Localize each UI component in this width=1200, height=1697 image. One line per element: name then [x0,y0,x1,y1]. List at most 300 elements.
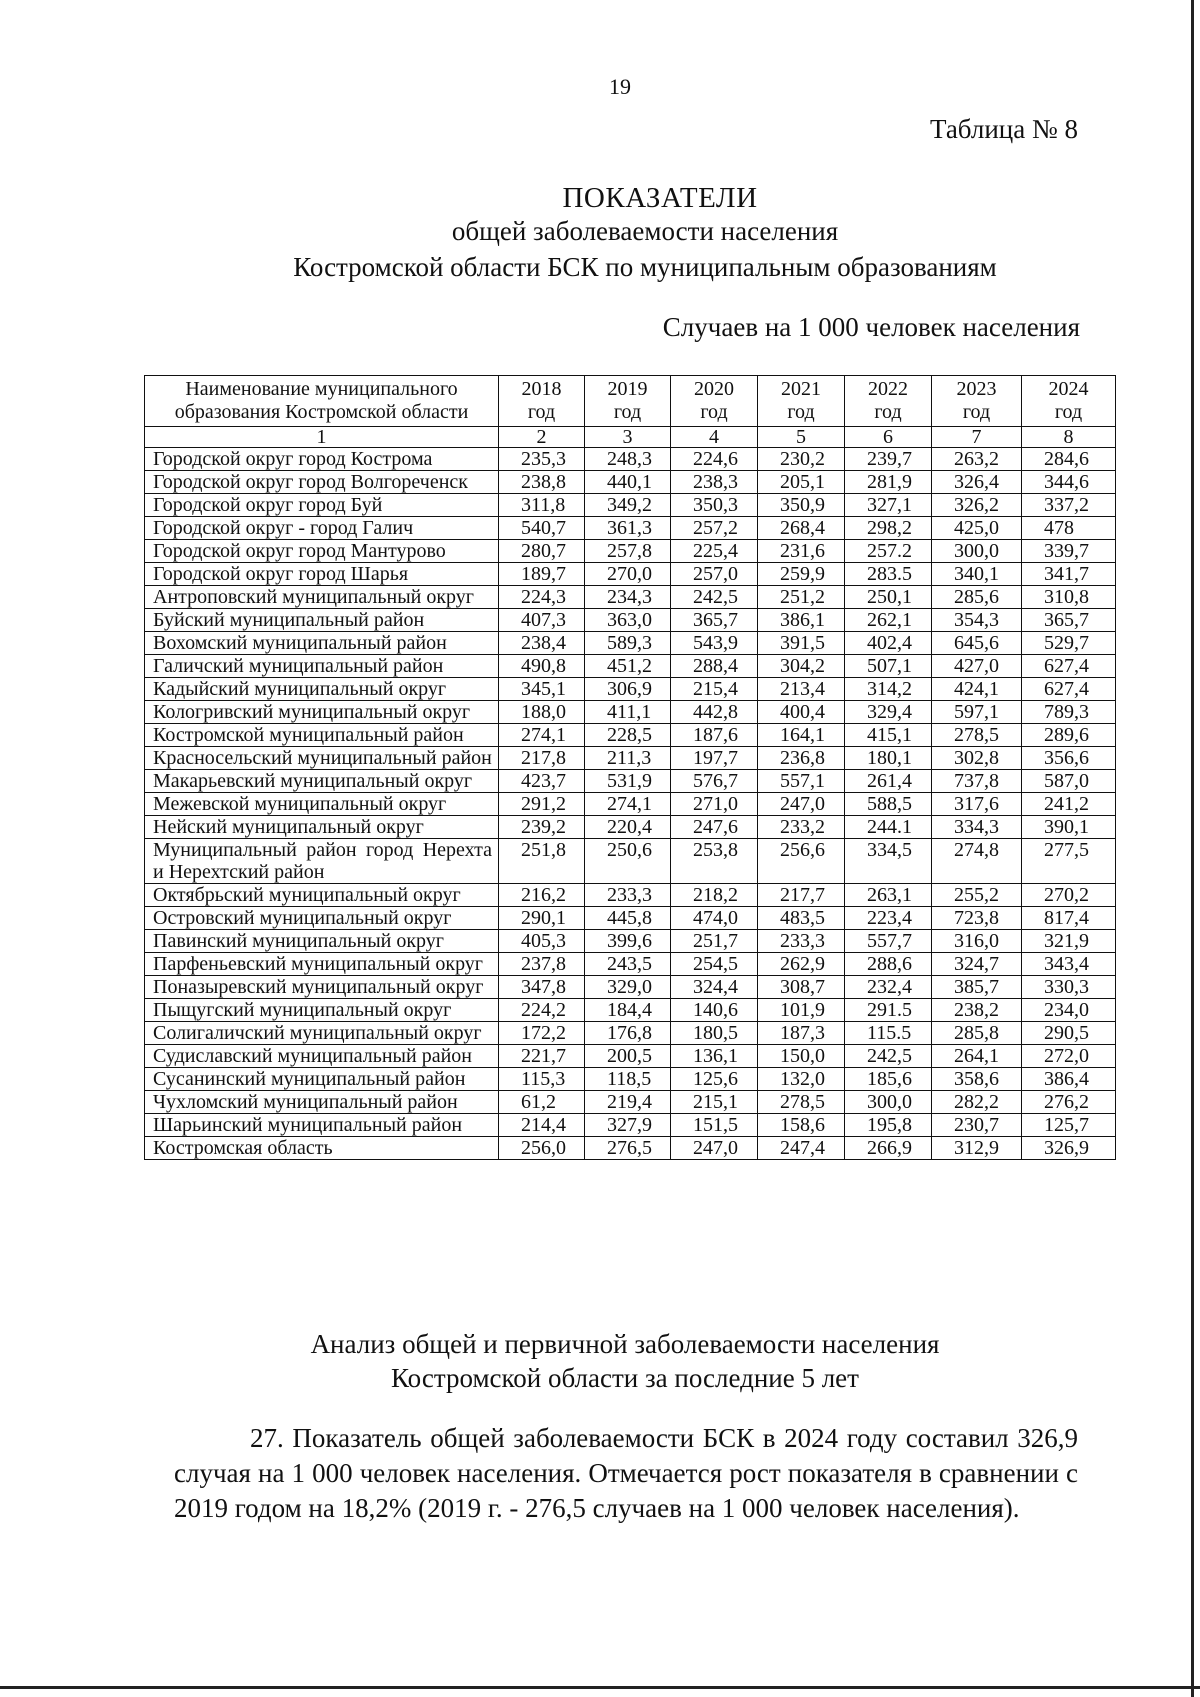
rate-cell: 390,1 [1022,816,1116,839]
municipality-name: Кологривский муниципальный округ [145,701,499,724]
municipality-name: Муниципальный район город Нерехта и Нерехтский район [145,839,499,884]
rate-cell: 474,0 [671,907,758,930]
rate-cell: 627,4 [1022,678,1116,701]
analysis-heading-line-2: Костромской области за последние 5 лет [391,1363,859,1393]
rate-cell: 217,8 [499,747,585,770]
rate-cell: 268,4 [758,517,845,540]
rate-cell: 244.1 [845,816,932,839]
table-row [145,448,1116,471]
rate-cell: 277,5 [1022,839,1116,884]
rate-cell: 345,1 [499,678,585,701]
rate-cell: 324,4 [671,976,758,999]
municipality-name: Пыщугский муниципальный округ [145,999,499,1022]
table-row [145,999,1116,1022]
rate-cell: 213,4 [758,678,845,701]
rate-cell: 589,3 [585,632,671,655]
header-year: 2024 год [1022,376,1116,427]
rate-cell: 334,5 [845,839,932,884]
table-row [145,471,1116,494]
rate-cell: 101,9 [758,999,845,1022]
municipality-name: Павинский муниципальный округ [145,930,499,953]
municipality-name: Костромская область [145,1137,499,1160]
rate-cell: 180,1 [845,747,932,770]
rate-cell: 507,1 [845,655,932,678]
municipality-name: Городской округ - город Галич [145,517,499,540]
units-caption: Случаев на 1 000 человек населения [662,312,1080,342]
rate-cell: 187,6 [671,724,758,747]
table-row [145,494,1116,517]
header-year: 2018 год [499,376,585,427]
rate-cell: 158,6 [758,1114,845,1137]
rate-cell: 312,9 [932,1137,1022,1160]
rate-cell: 215,4 [671,678,758,701]
rate-cell: 274,1 [499,724,585,747]
rate-cell: 365,7 [1022,609,1116,632]
rate-cell: 311,8 [499,494,585,517]
column-index: 1 [145,427,499,448]
rate-cell: 150,0 [758,1045,845,1068]
rate-cell: 211,3 [585,747,671,770]
rate-cell: 189,7 [499,563,585,586]
rate-cell: 442,8 [671,701,758,724]
rate-cell: 238,2 [932,999,1022,1022]
rate-cell: 274,1 [585,793,671,816]
rate-cell: 350,9 [758,494,845,517]
rate-cell: 256,0 [499,1137,585,1160]
column-index: 7 [932,427,1022,448]
rate-cell: 132,0 [758,1068,845,1091]
rate-cell: 280,7 [499,540,585,563]
rate-cell: 402,4 [845,632,932,655]
rate-cell: 233,3 [758,930,845,953]
rate-cell: 136,1 [671,1045,758,1068]
rate-cell: 251,8 [499,839,585,884]
rate-cell: 261,4 [845,770,932,793]
rate-cell: 197,7 [671,747,758,770]
rate-cell: 255,2 [932,884,1022,907]
rate-cell: 218,2 [671,884,758,907]
rate-cell: 289,6 [1022,724,1116,747]
rate-cell: 281,9 [845,471,932,494]
rate-cell: 291,2 [499,793,585,816]
rate-cell: 219,4 [585,1091,671,1114]
rate-cell: 251,7 [671,930,758,953]
rate-cell: 248,3 [585,448,671,471]
rate-cell: 327,1 [845,494,932,517]
table-body [145,448,1116,1160]
rate-cell: 326,2 [932,494,1022,517]
analysis-paragraph: 27. Показатель общей заболеваемости БСК в 2024 году составил 326,9 случая на 1 000 человек населения. Отмечается рост показателя в сравнении с 2019 годом на 18,2% (2019 г. - 276,5 случаев на 1 000 человек населения). [174,1423,1078,1523]
rate-cell: 250,1 [845,586,932,609]
rate-cell: 427,0 [932,655,1022,678]
page-number: 19 [609,74,631,99]
subtitle-line-1: общей заболеваемости населения [451,216,839,246]
rate-cell: 340,1 [932,563,1022,586]
rate-cell: 330,3 [1022,976,1116,999]
rate-cell: 483,5 [758,907,845,930]
municipality-name: Межевской муниципальный округ [145,793,499,816]
rate-cell: 723,8 [932,907,1022,930]
rate-cell: 235,3 [499,448,585,471]
rate-cell: 257,8 [585,540,671,563]
rate-cell: 115,3 [499,1068,585,1091]
rate-cell: 239,2 [499,816,585,839]
rate-cell: 354,3 [932,609,1022,632]
municipality-name: Парфеньевский муниципальный округ [145,953,499,976]
rate-cell: 321,9 [1022,930,1116,953]
rate-cell: 424,1 [932,678,1022,701]
rate-cell: 257.2 [845,540,932,563]
rate-cell: 259,9 [758,563,845,586]
rate-cell: 334,3 [932,816,1022,839]
rate-cell: 423,7 [499,770,585,793]
rate-cell: 407,3 [499,609,585,632]
rate-cell: 327,9 [585,1114,671,1137]
rate-cell: 176,8 [585,1022,671,1045]
rate-cell: 266,9 [845,1137,932,1160]
rate-cell: 451,2 [585,655,671,678]
rate-cell: 445,8 [585,907,671,930]
analysis-heading-line-1: Анализ общей и первичной заболеваемости населения [310,1329,940,1359]
rate-cell: 230,2 [758,448,845,471]
table-row [145,930,1116,953]
rate-cell: 164,1 [758,724,845,747]
rate-cell: 220,4 [585,816,671,839]
rate-cell: 224,2 [499,999,585,1022]
municipality-name: Городской округ город Мантурово [145,540,499,563]
rate-cell: 223,4 [845,907,932,930]
rate-cell: 283.5 [845,563,932,586]
rate-cell: 347,8 [499,976,585,999]
rate-cell: 310,8 [1022,586,1116,609]
rate-cell: 250,6 [585,839,671,884]
rate-cell: 329,4 [845,701,932,724]
rate-cell: 557,7 [845,930,932,953]
rate-cell: 151,5 [671,1114,758,1137]
table-row [145,609,1116,632]
rate-cell: 645,6 [932,632,1022,655]
rate-cell: 540,7 [499,517,585,540]
rate-cell: 411,1 [585,701,671,724]
rate-cell: 256,6 [758,839,845,884]
header-year: 2019 год [585,376,671,427]
rate-cell: 185,6 [845,1068,932,1091]
rate-cell: 399,6 [585,930,671,953]
rate-cell: 125,7 [1022,1114,1116,1137]
table-row [145,816,1116,839]
rate-cell: 233,3 [585,884,671,907]
rate-cell: 391,5 [758,632,845,655]
header-name-column: Наименование муниципального образования Костромской области [145,376,499,427]
table-row [145,632,1116,655]
rate-cell: 363,0 [585,609,671,632]
rate-cell: 270,2 [1022,884,1116,907]
rate-cell: 339,7 [1022,540,1116,563]
rate-cell: 291.5 [845,999,932,1022]
table-row [145,563,1116,586]
rate-cell: 343,4 [1022,953,1116,976]
header-year: 2020 год [671,376,758,427]
rate-cell: 337,2 [1022,494,1116,517]
rate-cell: 276,2 [1022,1091,1116,1114]
rate-cell: 228,5 [585,724,671,747]
column-index: 3 [585,427,671,448]
rate-cell: 789,3 [1022,701,1116,724]
header-year: 2022 год [845,376,932,427]
rate-cell: 737,8 [932,770,1022,793]
column-index: 2 [499,427,585,448]
rate-cell: 253,8 [671,839,758,884]
rate-cell: 247,6 [671,816,758,839]
rate-cell: 350,3 [671,494,758,517]
column-index: 8 [1022,427,1116,448]
table-row [145,884,1116,907]
table-row [145,1114,1116,1137]
rate-cell: 221,7 [499,1045,585,1068]
table-row [145,540,1116,563]
table-row [145,793,1116,816]
municipality-name: Чухломский муниципальный район [145,1091,499,1114]
rate-cell: 224,3 [499,586,585,609]
rate-cell: 230,7 [932,1114,1022,1137]
table-row [145,770,1116,793]
rate-cell: 217,7 [758,884,845,907]
rate-cell: 276,5 [585,1137,671,1160]
rate-cell: 187,3 [758,1022,845,1045]
rate-cell: 531,9 [585,770,671,793]
rate-cell: 271,0 [671,793,758,816]
rate-cell: 61,2 [499,1091,585,1114]
rate-cell: 288,6 [845,953,932,976]
rate-cell: 440,1 [585,471,671,494]
municipality-name: Городской округ город Кострома [145,448,499,471]
rate-cell: 234,0 [1022,999,1116,1022]
rate-cell: 290,1 [499,907,585,930]
column-index: 6 [845,427,932,448]
rate-cell: 361,3 [585,517,671,540]
municipality-name: Судиславский муниципальный район [145,1045,499,1068]
table-row [145,1022,1116,1045]
rate-cell: 400,4 [758,701,845,724]
rate-cell: 529,7 [1022,632,1116,655]
table-row [145,1045,1116,1068]
rate-cell: 304,2 [758,655,845,678]
rate-cell: 817,4 [1022,907,1116,930]
rate-cell: 225,4 [671,540,758,563]
table-row [145,1068,1116,1091]
rate-cell: 385,7 [932,976,1022,999]
rate-cell: 216,2 [499,884,585,907]
table-row [145,976,1116,999]
municipality-name: Октябрьский муниципальный округ [145,884,499,907]
municipality-name: Городской округ город Шарья [145,563,499,586]
rate-cell: 270,0 [585,563,671,586]
rate-cell: 180,5 [671,1022,758,1045]
rate-cell: 233,2 [758,816,845,839]
rate-cell: 627,4 [1022,655,1116,678]
rate-cell: 242,5 [845,1045,932,1068]
rate-cell: 358,6 [932,1068,1022,1091]
rate-cell: 576,7 [671,770,758,793]
municipality-name: Буйский муниципальный район [145,609,499,632]
rate-cell: 247,0 [671,1137,758,1160]
municipality-name: Антроповский муниципальный округ [145,586,499,609]
rate-cell: 314,2 [845,678,932,701]
table-row [145,953,1116,976]
rate-cell: 140,6 [671,999,758,1022]
rate-cell: 232,4 [845,976,932,999]
rate-cell: 262,1 [845,609,932,632]
rate-cell: 238,8 [499,471,585,494]
table-header-row [145,376,1116,427]
rate-cell: 237,8 [499,953,585,976]
rate-cell: 264,1 [932,1045,1022,1068]
rate-cell: 118,5 [585,1068,671,1091]
rate-cell: 597,1 [932,701,1022,724]
rate-cell: 242,5 [671,586,758,609]
rate-cell: 326,4 [932,471,1022,494]
rate-cell: 236,8 [758,747,845,770]
rate-cell: 490,8 [499,655,585,678]
rate-cell: 356,6 [1022,747,1116,770]
rate-cell: 238,4 [499,632,585,655]
rate-cell: 257,0 [671,563,758,586]
table-row [145,724,1116,747]
rate-cell: 317,6 [932,793,1022,816]
rate-cell: 241,2 [1022,793,1116,816]
rate-cell: 326,9 [1022,1137,1116,1160]
morbidity-table [144,375,1116,1160]
header-year: 2023 год [932,376,1022,427]
rate-cell: 254,5 [671,953,758,976]
rate-cell: 272,0 [1022,1045,1116,1068]
rate-cell: 238,3 [671,471,758,494]
table-row [145,678,1116,701]
rate-cell: 405,3 [499,930,585,953]
rate-cell: 478 [1022,517,1116,540]
rate-cell: 282,2 [932,1091,1022,1114]
table-row [145,655,1116,678]
rate-cell: 262,9 [758,953,845,976]
rate-cell: 587,0 [1022,770,1116,793]
municipality-name: Городской округ город Буй [145,494,499,517]
rate-cell: 298,2 [845,517,932,540]
scan-edge-bottom [0,1686,1200,1689]
rate-cell: 557,1 [758,770,845,793]
rate-cell: 288,4 [671,655,758,678]
table-row [145,1091,1116,1114]
document-title: ПОКАЗАТЕЛИ [562,182,758,214]
table-row [145,747,1116,770]
rate-cell: 341,7 [1022,563,1116,586]
rate-cell: 125,6 [671,1068,758,1091]
table-row [145,586,1116,609]
rate-cell: 324,7 [932,953,1022,976]
municipality-name: Кадыйский муниципальный округ [145,678,499,701]
rate-cell: 308,7 [758,976,845,999]
rate-cell: 415,1 [845,724,932,747]
rate-cell: 543,9 [671,632,758,655]
rate-cell: 386,4 [1022,1068,1116,1091]
municipality-name: Городской округ город Волгореченск [145,471,499,494]
table-row [145,907,1116,930]
rate-cell: 115.5 [845,1022,932,1045]
rate-cell: 588,5 [845,793,932,816]
municipality-name: Солигаличский муниципальный округ [145,1022,499,1045]
rate-cell: 306,9 [585,678,671,701]
rate-cell: 239,7 [845,448,932,471]
table-row [145,839,1116,884]
rate-cell: 184,4 [585,999,671,1022]
rate-cell: 285,6 [932,586,1022,609]
municipality-name: Костромской муниципальный район [145,724,499,747]
column-index-row [145,427,1116,448]
table-row [145,701,1116,724]
rate-cell: 285,8 [932,1022,1022,1045]
municipality-name: Макарьевский муниципальный округ [145,770,499,793]
rate-cell: 247,0 [758,793,845,816]
rate-cell: 386,1 [758,609,845,632]
rate-cell: 205,1 [758,471,845,494]
rate-cell: 278,5 [758,1091,845,1114]
header-year: 2021 год [758,376,845,427]
table-row [145,1137,1116,1160]
municipality-name: Красносельский муниципальный район [145,747,499,770]
rate-cell: 257,2 [671,517,758,540]
table-label: Таблица № 8 [930,114,1078,144]
subtitle-line-2: Костромской области БСК по муниципальным образованиям [293,252,997,282]
municipality-name: Поназыревский муниципальный округ [145,976,499,999]
rate-cell: 251,2 [758,586,845,609]
rate-cell: 365,7 [671,609,758,632]
rate-cell: 274,8 [932,839,1022,884]
municipality-name: Галичский муниципальный район [145,655,499,678]
rate-cell: 188,0 [499,701,585,724]
rate-cell: 224,6 [671,448,758,471]
rate-cell: 172,2 [499,1022,585,1045]
rate-cell: 284,6 [1022,448,1116,471]
rate-cell: 247,4 [758,1137,845,1160]
rate-cell: 231,6 [758,540,845,563]
table-row [145,517,1116,540]
rate-cell: 425,0 [932,517,1022,540]
column-index: 5 [758,427,845,448]
rate-cell: 243,5 [585,953,671,976]
rate-cell: 302,8 [932,747,1022,770]
rate-cell: 215,1 [671,1091,758,1114]
rate-cell: 263,2 [932,448,1022,471]
rate-cell: 278,5 [932,724,1022,747]
rate-cell: 214,4 [499,1114,585,1137]
rate-cell: 263,1 [845,884,932,907]
municipality-name: Нейский муниципальный округ [145,816,499,839]
column-index: 4 [671,427,758,448]
municipality-name: Сусанинский муниципальный район [145,1068,499,1091]
rate-cell: 316,0 [932,930,1022,953]
municipality-name: Шарьинский муниципальный район [145,1114,499,1137]
rate-cell: 200,5 [585,1045,671,1068]
rate-cell: 300,0 [845,1091,932,1114]
rate-cell: 234,3 [585,586,671,609]
municipality-name: Островский муниципальный округ [145,907,499,930]
municipality-name: Вохомский муниципальный район [145,632,499,655]
rate-cell: 290,5 [1022,1022,1116,1045]
rate-cell: 349,2 [585,494,671,517]
rate-cell: 195,8 [845,1114,932,1137]
rate-cell: 300,0 [932,540,1022,563]
rate-cell: 344,6 [1022,471,1116,494]
rate-cell: 329,0 [585,976,671,999]
